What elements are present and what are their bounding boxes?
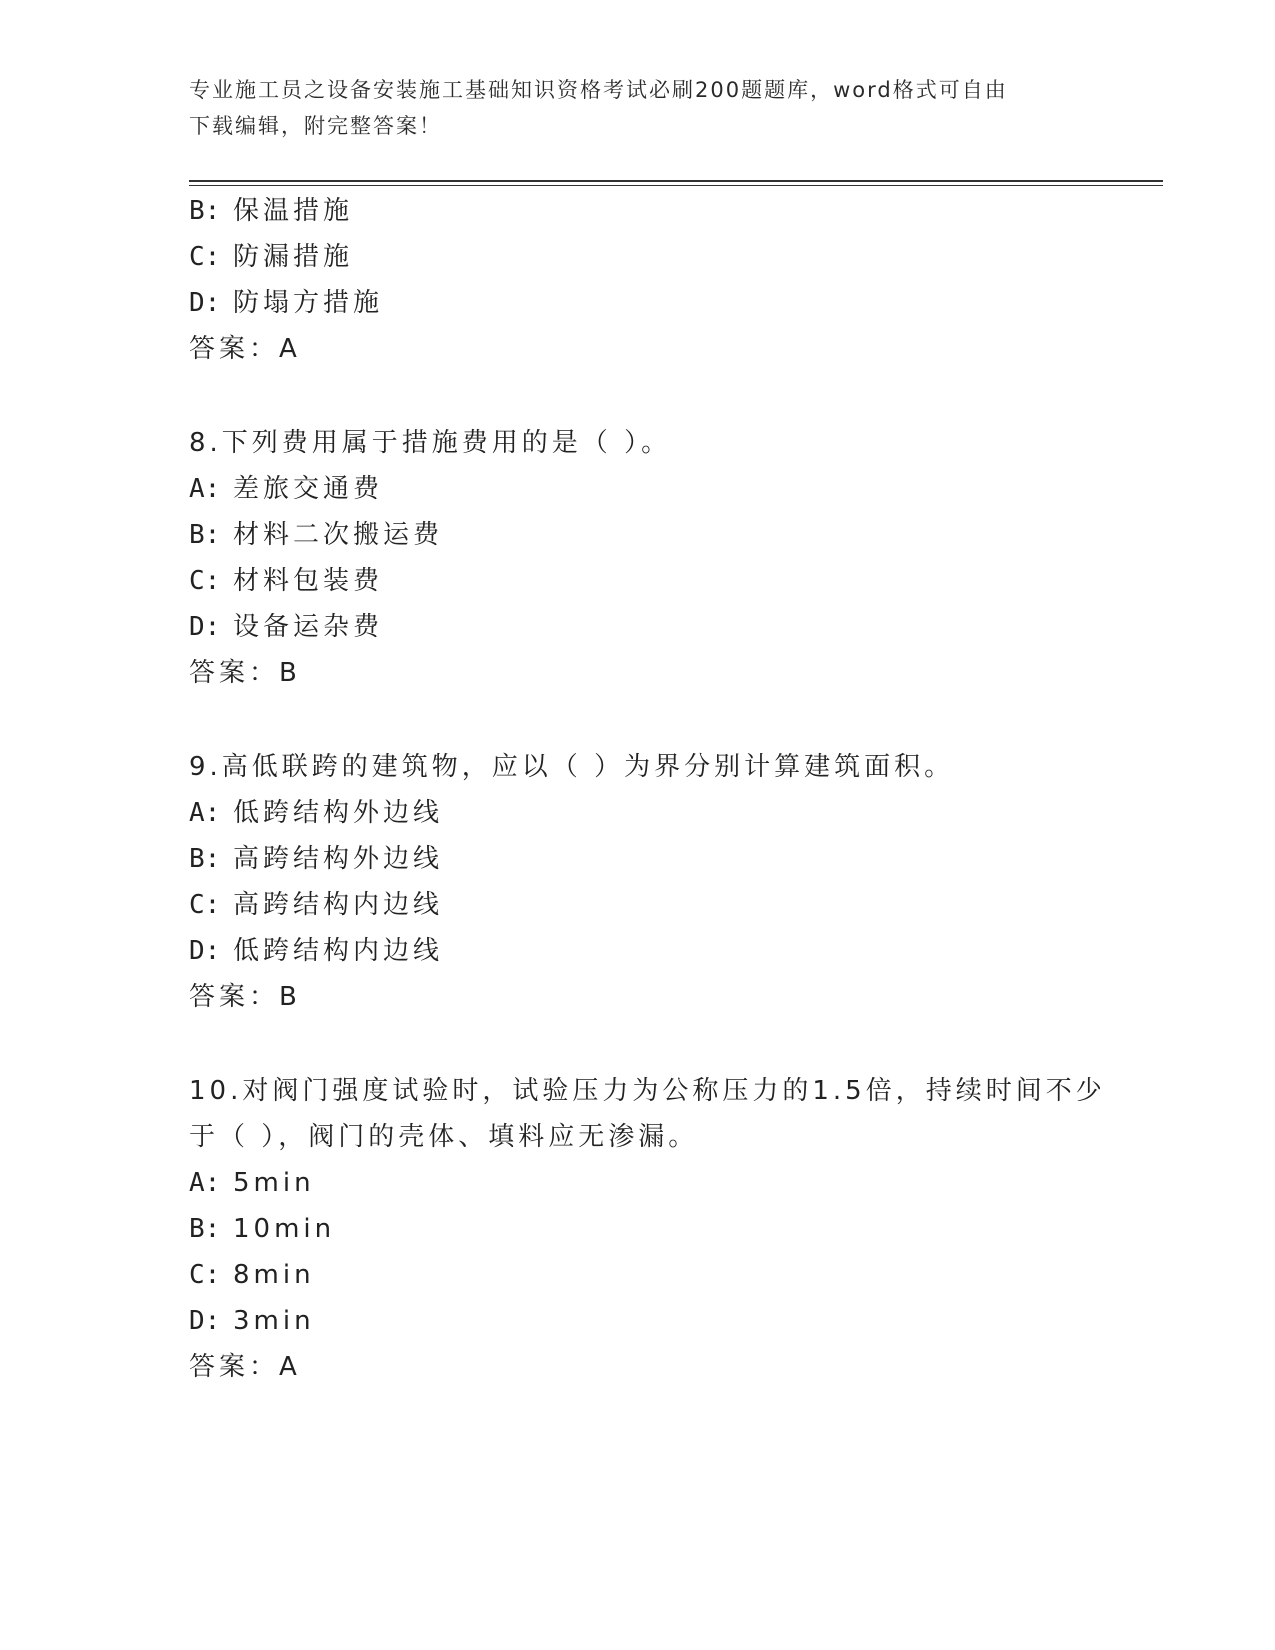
option-row xyxy=(189,1206,1163,1252)
option-row xyxy=(189,466,1163,512)
option-text: 防漏措施 xyxy=(233,242,354,272)
option-text: 差旅交通费 xyxy=(233,474,384,504)
spacer xyxy=(189,696,1163,744)
answer-line: 答案：A xyxy=(189,334,301,364)
option-text: 低跨结构外边线 xyxy=(233,798,444,828)
option-key: A: xyxy=(189,1168,221,1198)
option-text: 低跨结构内边线 xyxy=(233,936,444,966)
option-row xyxy=(189,1298,1163,1344)
question-stem: 9.高低联跨的建筑物，应以（ ）为界分别计算建筑面积。 xyxy=(189,752,955,782)
option-row xyxy=(189,1160,1163,1206)
option-text: 设备运杂费 xyxy=(233,612,384,642)
option-key: A: xyxy=(189,474,221,504)
option-key: D: xyxy=(189,1306,221,1336)
answer-line: 答案：B xyxy=(189,658,301,688)
header-divider xyxy=(189,180,1163,186)
option-text: 材料二次搬运费 xyxy=(233,520,444,550)
option-row xyxy=(189,928,1163,974)
option-key: D: xyxy=(189,612,221,642)
option-key: D: xyxy=(189,936,221,966)
option-text: 材料包装费 xyxy=(233,566,384,596)
option-key: B: xyxy=(189,1214,221,1244)
question-8 xyxy=(189,420,1163,696)
question-9 xyxy=(189,744,1163,1020)
option-row xyxy=(189,512,1163,558)
option-row xyxy=(189,280,1163,326)
header-title-line-1: 专业施工员之设备安装施工基础知识资格考试必刷200题题库，word格式可自由 xyxy=(189,78,1008,102)
option-row xyxy=(189,882,1163,928)
option-row xyxy=(189,234,1163,280)
option-text: 保温措施 xyxy=(233,196,354,226)
option-key: A: xyxy=(189,798,221,828)
option-key: C: xyxy=(189,1260,221,1290)
option-row xyxy=(189,604,1163,650)
document-header xyxy=(189,72,1089,144)
question-10 xyxy=(189,1068,1163,1390)
question-stem: 8.下列费用属于措施费用的是（ ）。 xyxy=(189,428,672,458)
option-text: 5min xyxy=(233,1168,315,1198)
option-row xyxy=(189,1252,1163,1298)
question-7-continued xyxy=(189,188,1163,372)
option-row xyxy=(189,558,1163,604)
header-title-line-2: 下载编辑，附完整答案！ xyxy=(189,114,442,138)
option-text: 3min xyxy=(233,1306,315,1336)
option-row xyxy=(189,836,1163,882)
option-row xyxy=(189,188,1163,234)
option-text: 高跨结构内边线 xyxy=(233,890,444,920)
spacer xyxy=(189,372,1163,420)
option-key: C: xyxy=(189,566,221,596)
option-key: C: xyxy=(189,890,221,920)
option-key: B: xyxy=(189,844,221,874)
question-list xyxy=(189,188,1163,1390)
question-stem-continued: 于（ ），阀门的壳体、填料应无渗漏。 xyxy=(189,1122,699,1152)
option-text: 高跨结构外边线 xyxy=(233,844,444,874)
answer-line: 答案：A xyxy=(189,1352,301,1382)
option-key: C: xyxy=(189,242,221,272)
answer-line: 答案：B xyxy=(189,982,301,1012)
option-key: B: xyxy=(189,520,221,550)
option-key: D: xyxy=(189,288,221,318)
option-key: B: xyxy=(189,196,221,226)
option-text: 防塌方措施 xyxy=(233,288,384,318)
option-text: 8min xyxy=(233,1260,315,1290)
option-text: 10min xyxy=(233,1214,336,1244)
question-stem: 10.对阀门强度试验时，试验压力为公称压力的1.5倍，持续时间不少 xyxy=(189,1076,1106,1106)
option-row xyxy=(189,790,1163,836)
spacer xyxy=(189,1020,1163,1068)
